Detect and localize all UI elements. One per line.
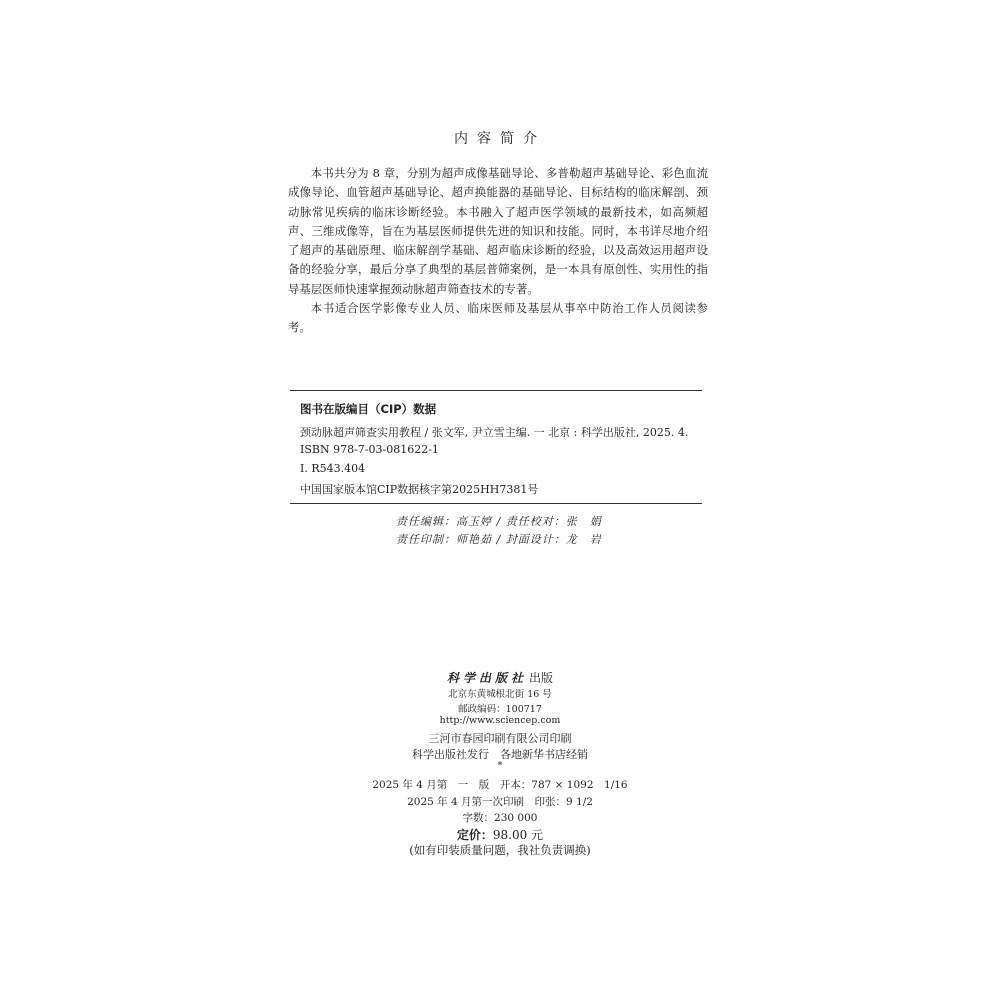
publisher-logo: 科学出版社 xyxy=(446,671,527,685)
cip-top-divider xyxy=(290,390,702,391)
cip-heading: 图书在版编目（CIP）数据 xyxy=(300,402,437,416)
intro-title: 内容简介 xyxy=(454,131,546,147)
price-label: 定价： xyxy=(456,828,493,842)
publisher-url: http://www.sciencep.com xyxy=(439,715,561,726)
production-credits-line: 责任印制：师艳茹 / 封面设计：龙 岩 xyxy=(396,533,602,546)
publisher-address: 北京东黄城根北街 16 号 xyxy=(448,689,552,700)
intro-paragraph: 本书适合医学影像专业人员、临床医师及基层从事卒中防治工作人员阅读参考。 xyxy=(288,301,708,335)
price-line xyxy=(0,826,1000,843)
publisher-name xyxy=(0,669,1000,686)
separator-star: * xyxy=(497,761,503,771)
editor-credits-line: 责任编辑：高玉婷 / 责任校对：张 娟 xyxy=(396,515,602,528)
cip-record-number: 中国国家版本馆CIP数据核字第2025HH7381号 xyxy=(300,483,539,496)
distribution-line: 科学出版社发行 各地新华书店经销 xyxy=(412,748,588,761)
price-value: 98.00 元 xyxy=(492,828,544,842)
cip-bottom-divider xyxy=(290,503,702,504)
publisher-postcode: 邮政编码：100717 xyxy=(458,704,542,715)
cip-isbn: ISBN 978-7-03-081622-1 xyxy=(300,443,439,456)
intro-paragraph: 本书共分为 8 章，分别为超声成像基础导论、多普勒超声基础导论、彩色血流成像导论、血管超声基础导论、超声换能器的基础导论、目标结构的临床解剖、颈动脉常见疾病的临床诊断经验。本书融入了超声医学领域的最新技术，如高频超声、三维成像等，旨在为基层医师提供先进的知识和技能。同时，本书详尽地介绍了超声的基础原理、临床解剖学基础、超声临床诊断的经验，以及高效运用超声设备的经验分享，最后分享了典型的基层普筛案例，是一本具有原创性、实用性的指导基层医师快速掌握颈动脉超声筛查技术的专著。 xyxy=(288,166,708,296)
publisher-suffix: 出版 xyxy=(529,671,554,685)
cip-classification: Ⅰ. R543.404 xyxy=(300,462,366,475)
word-count: 字数：230 000 xyxy=(462,812,538,824)
printer-line: 三河市春园印刷有限公司印刷 xyxy=(428,732,572,745)
edition-line: 2025 年 4 月第 一 版 开本：787 × 1092 1/16 xyxy=(372,779,628,791)
quality-note: (如有印装质量问题，我社负责调换) xyxy=(409,843,591,857)
printing-line: 2025 年 4 月第一次印刷 印张：9 1/2 xyxy=(407,796,593,808)
intro-text xyxy=(288,164,708,338)
cip-title-line: 颈动脉超声筛查实用教程 / 张文军, 尹立雪主编. 一 北京 : 科学出版社, 2025. 4. xyxy=(300,426,689,439)
